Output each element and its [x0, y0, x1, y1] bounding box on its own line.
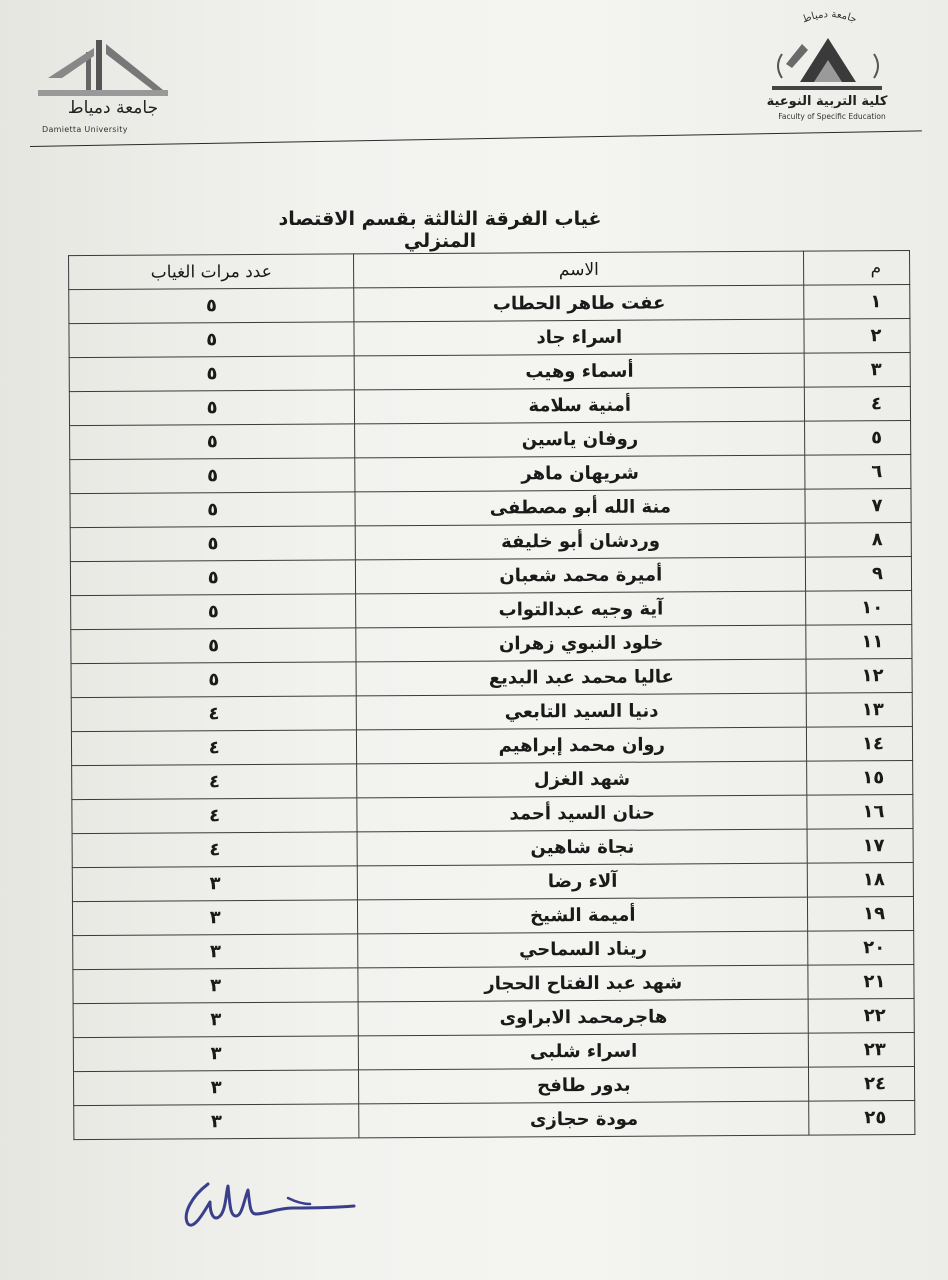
row-number: ٦ [805, 454, 911, 489]
column-header-absences: عدد مرات الغياب [69, 254, 355, 290]
absence-count: ٥ [70, 424, 356, 460]
faculty-logo [752, 8, 912, 123]
absence-count: ٥ [69, 356, 355, 392]
row-number: ١١ [806, 624, 912, 659]
absence-count: ٣ [73, 1036, 359, 1072]
signature [170, 1170, 370, 1240]
student-name: نجاة شاهين [357, 829, 807, 866]
absence-table [68, 250, 915, 1140]
table-row [72, 794, 913, 833]
absence-count: ٥ [69, 288, 355, 324]
student-name: أسماء وهيب [354, 353, 804, 390]
student-name: أمنية سلامة [355, 387, 805, 424]
row-number: ١ [804, 285, 910, 320]
table-row [72, 862, 913, 901]
student-name: بدور طافح [359, 1067, 809, 1104]
absence-count: ٤ [72, 798, 358, 834]
student-name: اسراء شلبى [359, 1033, 809, 1070]
row-number: ٢٤ [809, 1066, 915, 1101]
table-row [70, 522, 911, 561]
university-name-ar: جامعة دمياط [67, 98, 159, 118]
table-row [73, 964, 914, 1003]
student-name: عاليا محمد عبد البديع [356, 659, 806, 696]
table-row [71, 692, 912, 731]
row-number: ٢٥ [809, 1100, 915, 1135]
row-number: ٢٠ [808, 930, 914, 965]
absence-count: ٥ [70, 526, 356, 562]
student-name: شريهان ماهر [355, 455, 805, 492]
student-name: مودة حجازى [359, 1101, 809, 1138]
table-row [70, 488, 911, 527]
student-name: آية وجيه عبدالتواب [356, 591, 806, 628]
table-row [69, 285, 910, 324]
table-row [72, 760, 913, 799]
column-header-name: الاسم [354, 251, 804, 288]
student-name: شهد الغزل [357, 761, 807, 798]
student-name: عفت طاهر الحطاب [354, 285, 804, 322]
absence-count: ٥ [71, 628, 357, 664]
student-name: أميرة محمد شعبان [356, 557, 806, 594]
table-row [70, 420, 911, 459]
absence-table-container [68, 250, 915, 1140]
page-title: غياب الفرقة الثالثة بقسم الاقتصاد المنزلي [278, 208, 602, 252]
absence-count: ٥ [70, 458, 356, 494]
absence-count: ٣ [73, 934, 359, 970]
table-row [70, 556, 911, 595]
table-row [72, 896, 913, 935]
absence-count: ٣ [73, 1002, 359, 1038]
table-row [71, 590, 912, 629]
row-number: ١٤ [807, 726, 913, 761]
student-name: حنان السيد أحمد [357, 795, 807, 832]
row-number: ١٠ [806, 590, 912, 625]
absence-count: ٣ [72, 900, 358, 936]
absence-count: ٣ [72, 866, 358, 902]
absence-count: ٤ [72, 832, 358, 868]
column-header-number: م [804, 251, 910, 286]
student-name: روان محمد إبراهيم [357, 727, 807, 764]
faculty-emblem-icon [752, 8, 902, 96]
table-row [71, 658, 912, 697]
student-name: ريناد السماحي [358, 931, 808, 968]
table-row [72, 828, 913, 867]
row-number: ٢١ [808, 964, 914, 999]
faculty-name-en: Faculty of Specific Education [778, 112, 886, 121]
row-number: ١٩ [808, 896, 914, 931]
student-name: أميمة الشيخ [358, 897, 808, 934]
absence-count: ٥ [69, 322, 355, 358]
absence-count: ٤ [72, 764, 358, 800]
absence-count: ٣ [74, 1104, 360, 1140]
student-name: شهد عبد الفتاح الحجار [358, 965, 808, 1002]
table-row [73, 998, 914, 1037]
row-number: ٤ [805, 387, 911, 422]
student-name: اسراء جاد [354, 319, 804, 356]
student-name: هاجرمحمد الابراوى [358, 999, 808, 1036]
row-number: ١٢ [806, 658, 912, 693]
student-name: خلود النبوي زهران [356, 625, 806, 662]
table-row [71, 726, 912, 765]
row-number: ٢٢ [808, 998, 914, 1033]
absence-count: ٣ [74, 1070, 360, 1106]
row-number: ١٣ [806, 692, 912, 727]
row-number: ٣ [804, 353, 910, 388]
absence-count: ٥ [70, 492, 356, 528]
absence-count: ٤ [71, 730, 357, 766]
student-name: منة الله أبو مصطفى [355, 489, 805, 526]
student-name: دنيا السيد التابعي [357, 693, 807, 730]
student-name: وردشان أبو خليفة [356, 523, 806, 560]
table-row [69, 319, 910, 358]
table-row [74, 1100, 915, 1139]
row-number: ٩ [806, 556, 912, 591]
table-row [73, 1032, 914, 1071]
row-number: ٨ [805, 522, 911, 557]
table-header-row [69, 251, 910, 290]
row-number: ١٦ [807, 794, 913, 829]
table-body [69, 285, 915, 1140]
row-number: ١٥ [807, 760, 913, 795]
table-row [71, 624, 912, 663]
row-number: ٢ [804, 319, 910, 354]
row-number: ٢٣ [809, 1032, 915, 1067]
student-name: روفان ياسين [355, 421, 805, 458]
absence-count: ٥ [69, 390, 355, 426]
row-number: ٧ [805, 488, 911, 523]
row-number: ٥ [805, 420, 911, 455]
table-row [74, 1066, 915, 1105]
faculty-arc-text: جامعة دمياط [800, 9, 859, 26]
student-name: آلاء رضا [358, 863, 808, 900]
table-row [69, 353, 910, 392]
row-number: ١٧ [807, 828, 913, 863]
absence-count: ٥ [71, 662, 357, 698]
faculty-name-ar: كلية التربية النوعية [766, 94, 888, 109]
absence-count: ٣ [73, 968, 359, 1004]
table-row [69, 387, 910, 426]
table-row [73, 930, 914, 969]
table-row [70, 454, 911, 493]
absence-count: ٤ [71, 696, 357, 732]
row-number: ١٨ [807, 862, 913, 897]
university-name-en: Damietta University [42, 125, 128, 134]
damietta-university-logo [28, 34, 178, 144]
absence-count: ٥ [70, 560, 356, 596]
absence-count: ٥ [71, 594, 357, 630]
